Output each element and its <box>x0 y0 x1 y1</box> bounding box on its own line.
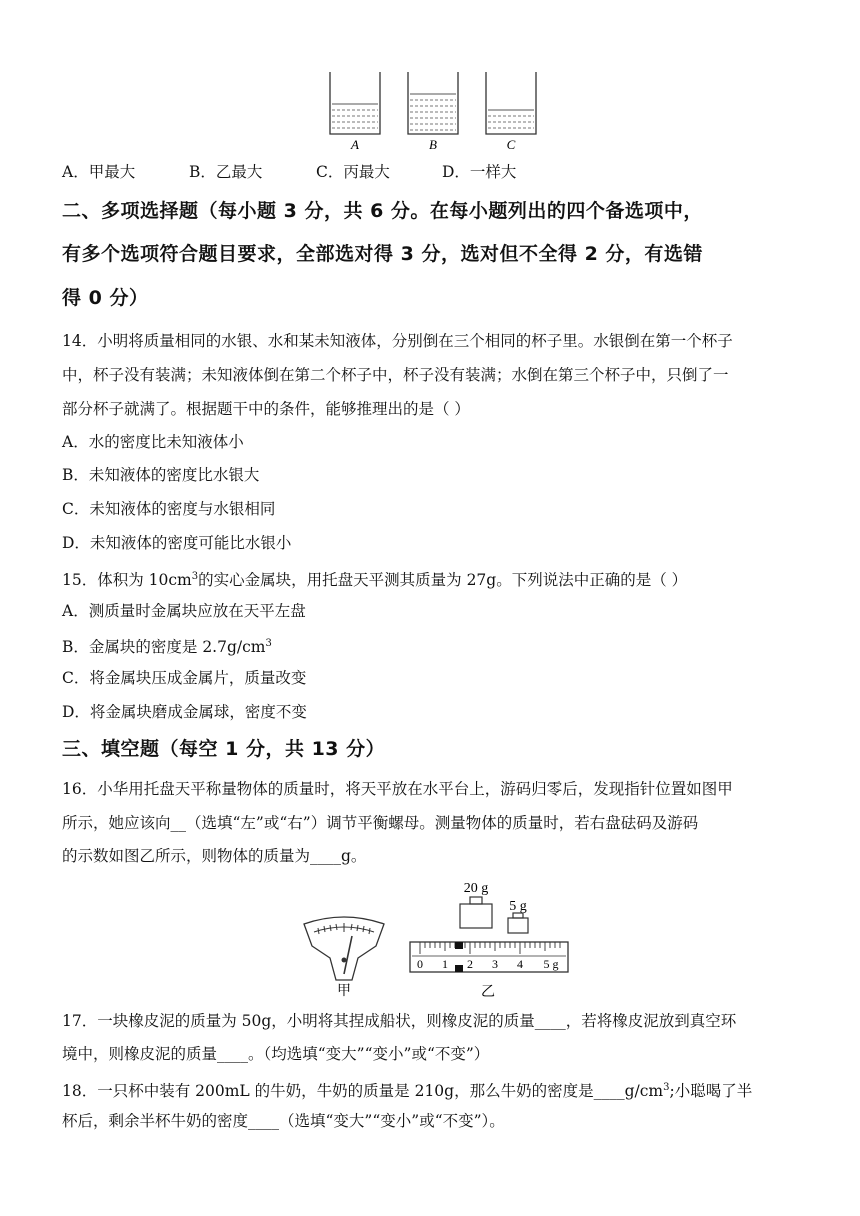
q13-option-a: A．甲最大 <box>62 163 136 181</box>
q15-option-d: D．将金属块磨成金属球，密度不变 <box>62 703 307 721</box>
q15-option-b-sup: 3 <box>265 638 272 649</box>
weight-20g-label: 20 g <box>463 881 489 896</box>
q16-stem-line2: 所示，她应该向__（选填“左”或“右”）调节平衡螺母。测量物体的质量时，若右盘砝码及游码 <box>62 814 699 832</box>
q15-option-a: A．测质量时金属块应放在天平左盘 <box>62 602 306 620</box>
q18-line1-post: ;小聪喝了半 <box>669 1082 753 1101</box>
q18-stem-line2: 杯后，剩余半杯牛奶的密度____（选填“变大”“变小”或“不变”）。 <box>62 1112 505 1130</box>
q15-stem-post: 的实心金属块，用托盘天平测其质量为 27g。下列说法中正确的是（ ） <box>198 571 688 590</box>
q14-stem-line3: 部分杯子就满了。根据题干中的条件，能够推理出的是（ ） <box>62 400 470 418</box>
q17-stem-line1: 17．一块橡皮泥的质量为 50g，小明将其捏成船状，则橡皮泥的质量____，若将橡皮泥放到真空环 <box>62 1012 737 1030</box>
weight-20g <box>460 881 492 928</box>
weight-5g-label: 5 g <box>509 899 527 914</box>
q16-stem-line3: 的示数如图乙所示，则物体的质量为____g。 <box>62 847 367 865</box>
tick-label-5: 5 g <box>543 957 559 971</box>
rider-beam <box>410 942 568 972</box>
q18-line1-pre: 18．一只杯中装有 200mL 的牛奶，牛奶的质量是 210g，那么牛奶的密度是____g/cm <box>62 1082 664 1101</box>
beaker-label-c: C <box>506 137 516 152</box>
beaker-label-b: B <box>429 137 437 152</box>
section2-heading-line2: 有多个选项符合题目要求，全部选对得 3 分，选对但不全得 2 分，有选错 <box>62 243 703 265</box>
q17-stem-line2: 境中，则橡皮泥的质量____。（均选填“变大”“变小”或“不变”） <box>62 1045 490 1063</box>
q13-option-c: C．丙最大 <box>316 163 390 181</box>
q15-stem-pre: 15．体积为 10cm <box>62 571 192 590</box>
q18-line1-sup: 3 <box>663 1082 670 1093</box>
q16-stem-line1: 16．小华用托盘天平称量物体的质量时，将天平放在水平台上，游码归零后，发现指针位置如图甲 <box>62 780 733 798</box>
beaker-c <box>486 72 536 134</box>
q14-option-a: A．水的密度比未知液体小 <box>62 433 244 451</box>
rider-bottom <box>455 965 463 972</box>
q15-option-c: C．将金属块压成金属片，质量改变 <box>62 669 307 687</box>
q15-option-b-pre: B．金属块的密度是 2.7g/cm <box>62 638 266 657</box>
q14-option-c: C．未知液体的密度与水银相同 <box>62 500 276 518</box>
q14-stem-line1: 14．小明将质量相同的水银、水和某未知液体，分别倒在三个相同的杯子里。水银倒在第一个杯子 <box>62 332 733 350</box>
beakers-figure <box>320 68 550 154</box>
q18-stem-line1 <box>62 1077 752 1102</box>
tick-label-3: 3 <box>492 957 498 971</box>
q15-option-b <box>62 633 272 658</box>
q14-stem-line2: 中，杯子没有装满；未知液体倒在第二个杯子中，杯子没有装满；水倒在第三个杯子中，只倒了一 <box>62 366 729 384</box>
q15-stem <box>62 566 687 591</box>
beaker-label-a: A <box>351 137 359 152</box>
tick-label-1: 1 <box>442 957 448 971</box>
tick-label-4: 4 <box>517 957 523 971</box>
figure-label-yi: 乙 <box>481 985 495 1000</box>
section3-heading: 三、填空题（每空 1 分，共 13 分） <box>62 738 386 760</box>
q13-option-d: D．一样大 <box>442 163 517 181</box>
weight-5g <box>508 899 528 933</box>
q14-option-d: D．未知液体的密度可能比水银小 <box>62 534 292 552</box>
balance-figure <box>300 876 572 1000</box>
rider-top <box>455 942 463 949</box>
figure-label-jia: 甲 <box>337 984 351 999</box>
beaker-b <box>408 72 458 134</box>
tick-label-0: 0 <box>417 957 423 971</box>
section2-heading-line3: 得 0 分） <box>62 287 149 309</box>
tick-label-2: 2 <box>467 957 473 971</box>
section2-heading-line1: 二、多项选择题（每小题 3 分，共 6 分。在每小题列出的四个备选项中， <box>62 200 703 222</box>
pointer-needle <box>344 936 352 974</box>
q13-option-b: B．乙最大 <box>189 163 263 181</box>
q14-option-b: B．未知液体的密度比水银大 <box>62 466 260 484</box>
pointer-scale-figure <box>304 917 384 999</box>
beaker-a <box>330 72 380 134</box>
q15-stem-sup: 3 <box>191 571 199 582</box>
